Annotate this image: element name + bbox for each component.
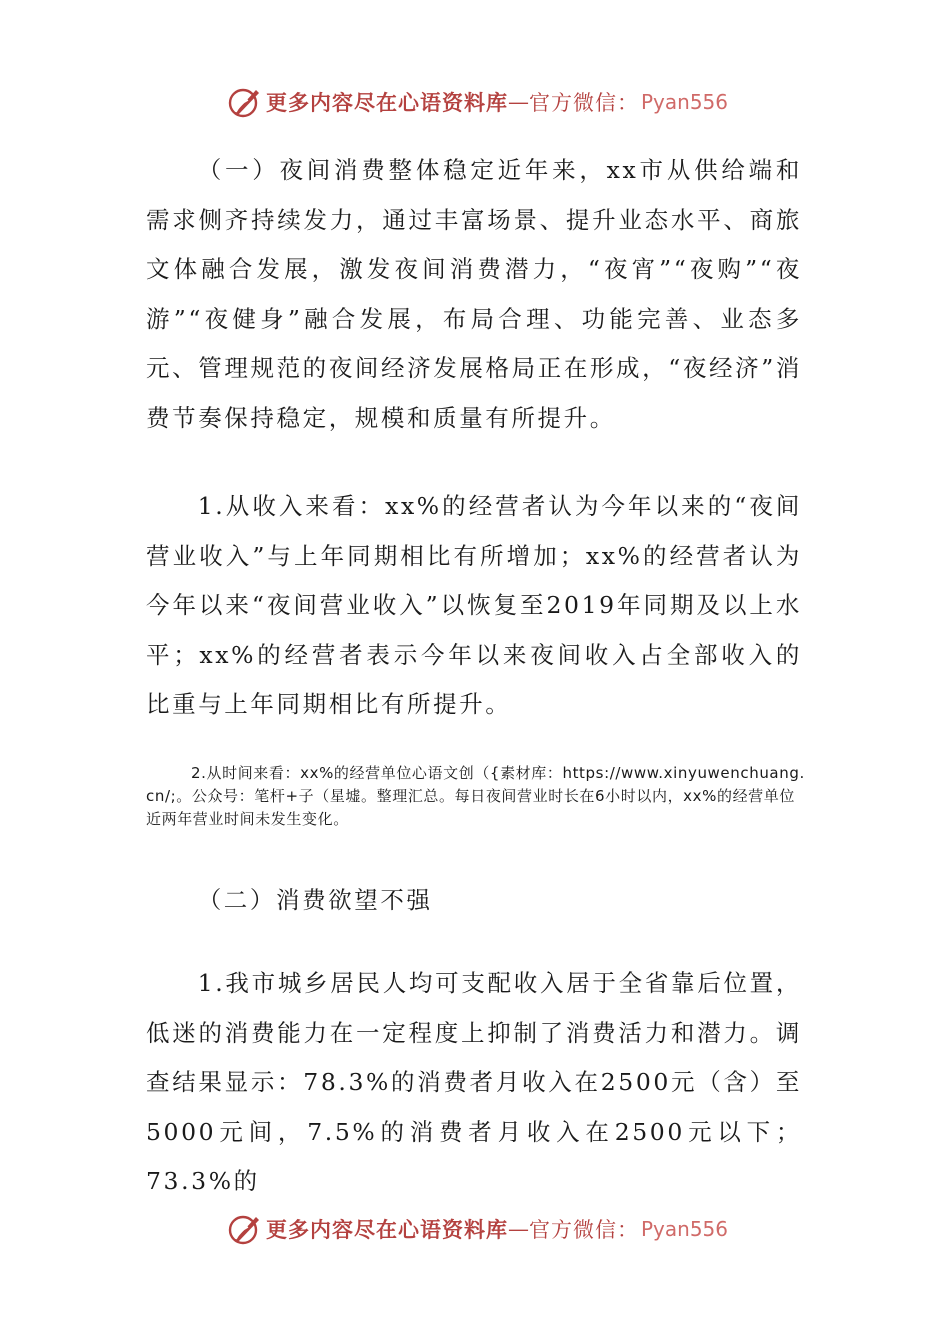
paragraph-resident-income: 1.我市城乡居民人均可支配收入居于全省靠后位置，低迷的消费能力在一定程度上抑制了消费活力和潜力。调查结果显示：78.3%的消费者月收入在2500元（含）至5000元间，7.5%的消费者月收入在2500元以下；73.3%的 xyxy=(146,969,802,1195)
paragraph-time-analysis: 2.从时间来看：xx%的经营单位心语文创（{素材库：https://www.xinyuwenchuang.cn/;。公众号：笔杆+子（星墟。整理汇总。每日夜间营业时长在6小时以内，xx%的经营单位近两年营业时间未发生变化。 xyxy=(146,764,805,828)
quill-logo-icon xyxy=(226,84,262,120)
banner-dash: — xyxy=(508,90,529,114)
paragraph-income-analysis: 1.从收入来看：xx%的经营者认为今年以来的“夜间营业收入”与上年同期相比有所增加；xx%的经营者认为今年以来“夜间营业收入”以恢复至2019年同期及以上水平；xx%的经营者表示今年以来夜间收入占全部收入的比重与上年同期相比有所提升。 xyxy=(146,492,802,718)
banner-brand-text: 更多内容尽在心语资料库 xyxy=(266,90,508,115)
section-heading-weak-desire: （二）消费欲望不强 xyxy=(197,886,433,914)
footer-watermark-banner xyxy=(226,1209,746,1249)
banner-wechat-id: Pyan556 xyxy=(641,1217,729,1241)
header-watermark-banner xyxy=(226,82,746,122)
quill-logo-icon xyxy=(226,1211,262,1247)
banner-wechat-label: 官方微信： xyxy=(529,1218,639,1242)
banner-brand-text: 更多内容尽在心语资料库 xyxy=(266,1217,508,1242)
paragraph-night-consumption-stable: （一）夜间消费整体稳定近年来，xx市从供给端和需求侧齐持续发力，通过丰富场景、提升业态水平、商旅文体融合发展，激发夜间消费潜力，“夜宵”“夜购”“夜游”“夜健身”融合发展，布局合理、功能完善、业态多元、管理规范的夜间经济发展格局正在形成，“夜经济”消费节奏保持稳定，规模和质量有所提升。 xyxy=(146,156,802,432)
banner-wechat-label: 官方微信： xyxy=(529,91,639,115)
banner-dash: — xyxy=(508,1217,529,1241)
banner-wechat-id: Pyan556 xyxy=(641,90,729,114)
